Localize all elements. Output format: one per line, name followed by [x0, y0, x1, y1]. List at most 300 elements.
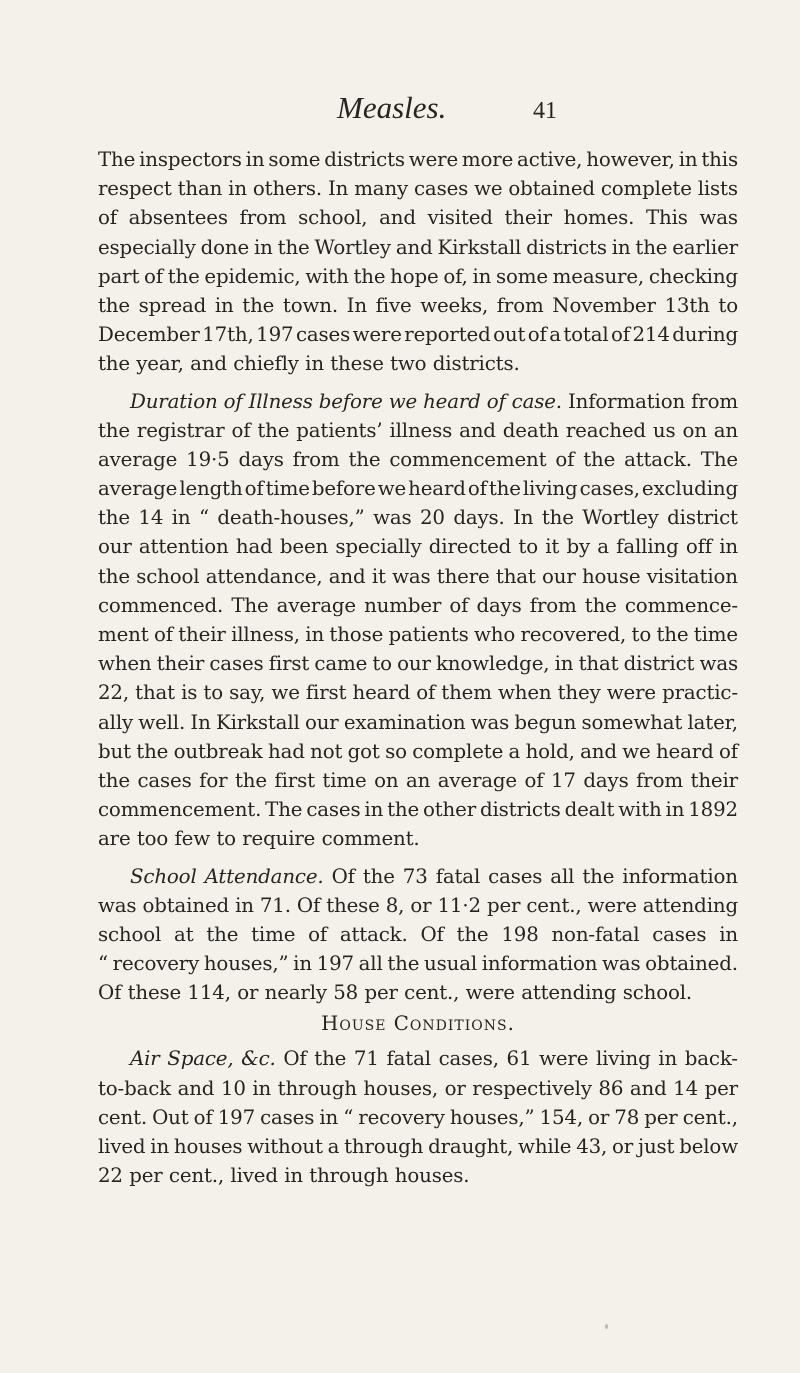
word: from — [239, 206, 287, 230]
word: visited — [427, 206, 493, 230]
word: first — [305, 681, 347, 705]
word: the — [314, 1047, 347, 1071]
word: were — [587, 893, 637, 917]
word: without — [247, 1135, 323, 1158]
word: were — [606, 681, 656, 705]
word: at — [174, 922, 194, 946]
word: hope — [390, 264, 439, 288]
word: from — [496, 293, 544, 317]
word: of — [308, 922, 328, 946]
text-line — [98, 862, 738, 891]
word: an — [713, 418, 738, 442]
word: recovered, — [520, 623, 627, 646]
word: ally — [98, 710, 134, 734]
word: In — [513, 506, 534, 530]
word: district — [667, 506, 738, 530]
word: two — [390, 352, 427, 376]
word: “ — [343, 1105, 354, 1129]
word: or — [237, 981, 259, 1005]
word: to — [203, 681, 223, 705]
word: these — [326, 893, 380, 917]
word: before — [318, 389, 383, 413]
word: the — [206, 922, 239, 946]
text-line — [98, 737, 738, 766]
word: while — [518, 1135, 572, 1158]
word: especially — [98, 235, 196, 259]
word: “ — [198, 506, 209, 530]
word: it — [545, 535, 560, 559]
word: done — [200, 235, 250, 259]
word: 13th — [664, 293, 710, 317]
word: absentees — [128, 206, 228, 230]
word: with — [618, 798, 662, 822]
word: days — [238, 447, 284, 471]
word: the — [98, 564, 130, 588]
ink-speck — [605, 1324, 608, 1329]
word: we — [388, 389, 418, 413]
word: and — [629, 1076, 667, 1100]
word: fatal — [435, 864, 481, 888]
word: cases — [652, 922, 707, 946]
word: lived — [98, 1135, 146, 1158]
word: Illness — [248, 389, 313, 413]
word: 17th, — [202, 323, 254, 347]
text-line — [98, 949, 738, 978]
word: 19·5 — [186, 447, 230, 471]
word: in — [245, 148, 265, 171]
word: in — [719, 922, 738, 946]
word: the — [635, 235, 668, 259]
word: 17 — [551, 768, 576, 792]
word: was — [699, 206, 738, 230]
word: average — [276, 593, 356, 617]
word: visitation — [646, 564, 738, 588]
word: cent., — [526, 893, 582, 917]
word: in — [665, 798, 685, 822]
word: part — [98, 264, 140, 288]
word: in — [150, 1135, 170, 1158]
word: through — [277, 1076, 357, 1100]
word: say, — [229, 681, 266, 705]
word: obtained — [142, 893, 230, 917]
word: from — [691, 389, 738, 413]
word: 10 — [220, 1076, 246, 1100]
word: in — [305, 352, 324, 376]
running-head — [0, 88, 800, 128]
word: recovery — [112, 952, 200, 976]
word: on — [682, 418, 707, 442]
word: attending — [642, 893, 738, 917]
word: of — [555, 447, 575, 471]
word: our — [98, 535, 132, 559]
word: during — [672, 323, 738, 347]
word: 61 — [506, 1047, 532, 1071]
word: average — [98, 477, 178, 501]
text-line — [98, 262, 738, 291]
word: complete — [412, 739, 504, 763]
word: 22, — [98, 681, 130, 705]
text-line — [98, 678, 738, 707]
word: per — [704, 1076, 738, 1100]
word: more — [461, 148, 514, 171]
word: all — [358, 952, 383, 976]
word: The — [700, 447, 738, 471]
text-line — [98, 474, 738, 503]
text-line — [98, 766, 738, 795]
word: commence- — [624, 593, 738, 617]
word: average — [98, 447, 178, 471]
word: 154, — [539, 1105, 583, 1129]
word: lists — [697, 177, 738, 201]
word: Out — [152, 1105, 189, 1129]
word: complete — [600, 177, 692, 201]
word: before — [311, 477, 376, 501]
word: per — [364, 981, 398, 1005]
word: fatal — [386, 1047, 431, 1071]
text-line — [98, 1074, 738, 1103]
word: from — [636, 768, 683, 792]
word: number — [364, 593, 442, 617]
word: it — [371, 564, 386, 588]
word: we — [474, 177, 503, 201]
word: district — [623, 652, 695, 676]
word: we — [271, 681, 300, 705]
word: cent., — [168, 1164, 225, 1188]
paragraph — [98, 387, 738, 854]
word: later, — [687, 710, 738, 734]
word: districts — [526, 235, 607, 259]
word: of — [718, 739, 738, 763]
word: knowledge, — [435, 652, 550, 676]
word: examination — [343, 710, 466, 734]
word: comment. — [321, 827, 420, 851]
word: the — [488, 477, 521, 501]
word: they — [557, 681, 601, 705]
paragraph-spacer — [98, 854, 738, 862]
word: got — [347, 739, 380, 763]
word: from — [529, 593, 577, 617]
word: average — [437, 768, 517, 792]
word: were — [352, 323, 402, 347]
text-line — [98, 708, 738, 737]
word: Kirkstall — [437, 235, 522, 259]
word: living — [522, 477, 578, 501]
text-line — [98, 503, 738, 532]
word: the — [353, 264, 386, 288]
word: Wortley — [314, 235, 391, 259]
word: obtained — [508, 177, 595, 201]
word: through — [309, 1164, 389, 1188]
word: their — [690, 768, 738, 792]
word: total — [563, 323, 609, 347]
word: The — [265, 798, 303, 822]
word: when — [98, 652, 152, 676]
word: Of — [283, 1047, 307, 1071]
word: Space, — [167, 1047, 234, 1071]
running-title: Measles. — [337, 90, 447, 125]
word: Information — [567, 389, 686, 413]
word: well. — [138, 710, 186, 734]
word: we — [622, 739, 651, 763]
word: Duration — [130, 389, 218, 413]
word: the — [387, 952, 420, 976]
word: weeks, — [420, 293, 489, 317]
text-line — [98, 920, 738, 949]
word: were — [465, 981, 515, 1005]
word: respectively — [472, 1076, 592, 1100]
word: these — [127, 981, 182, 1005]
word: those — [329, 623, 384, 646]
word: 214 — [632, 323, 670, 347]
word: many — [354, 177, 409, 201]
word: there — [436, 564, 490, 588]
word: houses,” — [203, 952, 289, 976]
word: recovery — [358, 1105, 445, 1129]
word: in — [284, 1164, 303, 1188]
word: the — [456, 922, 489, 946]
page-number: 41 — [533, 98, 557, 124]
word: falling — [616, 535, 679, 559]
word: in — [364, 798, 384, 822]
word: ment — [98, 623, 149, 646]
word: in — [611, 235, 631, 259]
word: had — [268, 739, 305, 763]
word: cases — [488, 864, 543, 888]
word: the — [387, 798, 420, 822]
word: of — [449, 593, 469, 617]
word: us — [652, 418, 676, 442]
word: The — [98, 148, 136, 171]
word: attending — [521, 981, 617, 1005]
word: their — [156, 652, 205, 676]
text-line — [98, 145, 738, 174]
word: heard — [408, 477, 466, 501]
word: of — [244, 477, 264, 501]
word: had — [235, 535, 273, 559]
word: the — [656, 623, 689, 646]
word: cases — [209, 652, 264, 676]
word: Kirkstall — [215, 710, 300, 734]
word: and — [580, 739, 617, 763]
word: 197 — [316, 952, 354, 976]
word: was — [373, 506, 412, 530]
word: in — [228, 177, 247, 201]
word: are — [98, 827, 131, 851]
word: to — [372, 652, 392, 676]
word: their — [178, 623, 226, 646]
word: usual — [424, 952, 478, 976]
word: houses,” — [449, 1105, 535, 1129]
word: of — [231, 418, 251, 442]
word: from — [292, 447, 340, 471]
word: hold, — [525, 739, 575, 763]
word: 197 — [256, 323, 294, 347]
word: begun — [514, 710, 577, 734]
word: to — [631, 623, 652, 646]
word: of — [527, 323, 547, 347]
text-line — [98, 1103, 738, 1132]
word: case. — [511, 389, 562, 413]
word: The — [231, 593, 269, 617]
text-line — [98, 233, 738, 262]
word: cent. — [98, 1105, 148, 1129]
word: outbreak — [173, 739, 263, 763]
word: the — [98, 506, 130, 530]
word: and — [328, 564, 366, 588]
word: information — [622, 864, 738, 888]
word: few — [174, 827, 211, 851]
word: 1892 — [688, 798, 738, 822]
word: 78 — [614, 1105, 640, 1129]
word: commenced. — [98, 593, 224, 617]
word: but — [98, 739, 131, 763]
text-line — [98, 416, 738, 445]
word: year, — [136, 352, 184, 376]
word: first — [268, 652, 310, 676]
word: per — [486, 893, 521, 917]
word: through — [344, 1135, 424, 1158]
word: of — [486, 389, 506, 413]
text-line — [98, 349, 738, 378]
word: cases — [137, 768, 192, 792]
paragraph-spacer — [98, 379, 738, 387]
word: 73 — [402, 864, 428, 888]
word: to — [718, 293, 738, 317]
word: cases — [414, 177, 469, 201]
word: the — [582, 864, 615, 888]
word: Wortley — [582, 506, 659, 530]
text-line — [98, 1161, 738, 1190]
text-line — [98, 203, 738, 232]
word: and — [177, 1076, 215, 1100]
word: districts — [479, 798, 561, 822]
word: excluding — [641, 477, 738, 501]
word: attack. — [624, 447, 692, 471]
text-line — [98, 1132, 738, 1161]
word: to — [518, 535, 538, 559]
word: that — [135, 681, 175, 705]
word: of, — [443, 264, 468, 288]
word: these — [330, 352, 384, 376]
word: was — [470, 710, 510, 734]
word: an — [405, 768, 431, 792]
word: were — [539, 1047, 589, 1071]
word: patients’ — [296, 418, 383, 442]
word: School — [130, 864, 197, 888]
word: days — [583, 768, 629, 792]
text-line — [98, 891, 738, 920]
word: length — [179, 477, 243, 501]
word: of — [144, 264, 163, 288]
word: spread — [138, 293, 207, 317]
word: by — [566, 535, 590, 559]
body-text — [98, 145, 738, 1190]
word: respect — [98, 177, 172, 201]
word: lived — [230, 1164, 278, 1188]
word: “ — [98, 952, 108, 976]
word: was — [699, 652, 738, 676]
word: first — [274, 768, 315, 792]
word: not — [310, 739, 343, 763]
word: of — [153, 623, 173, 646]
word: houses, — [363, 1076, 439, 1100]
word: others. — [252, 177, 323, 201]
word: school, — [298, 206, 368, 230]
text-line — [98, 562, 738, 591]
word: 14 — [138, 506, 164, 530]
word: school. — [622, 981, 693, 1005]
word: in — [252, 1076, 272, 1100]
word: was — [98, 893, 137, 917]
word: 8, — [385, 893, 405, 917]
word: them — [441, 681, 492, 705]
word: in — [214, 293, 234, 317]
word: in — [472, 264, 492, 288]
word: houses — [173, 1135, 243, 1158]
word: so — [385, 739, 407, 763]
paragraph — [98, 862, 738, 1008]
word: cent., — [404, 981, 460, 1005]
word: dealt — [564, 798, 615, 822]
word: in — [658, 1047, 678, 1071]
word: was — [602, 952, 641, 976]
word: of — [193, 1105, 213, 1129]
word: illness — [389, 418, 453, 442]
word: time — [322, 768, 367, 792]
word: who — [473, 623, 516, 646]
word: directed — [428, 535, 512, 559]
word: of — [611, 323, 630, 347]
word: the — [277, 235, 310, 259]
word: our — [542, 564, 576, 588]
word: too — [136, 827, 169, 851]
word: was — [392, 564, 431, 588]
word: than — [177, 177, 223, 201]
word: attention — [138, 535, 229, 559]
word: the — [584, 593, 617, 617]
word: the — [362, 864, 395, 888]
word: Of — [331, 864, 355, 888]
word: of — [467, 477, 487, 501]
word: been — [279, 535, 329, 559]
section-heading: House Conditions. — [321, 1012, 515, 1036]
word: town. — [282, 293, 338, 317]
word: in — [171, 506, 191, 530]
word: our — [304, 710, 339, 734]
word: &c. — [241, 1047, 276, 1071]
text-line — [98, 291, 738, 320]
word: commencement. — [98, 798, 262, 822]
word: or — [444, 1076, 466, 1100]
word: the — [98, 418, 130, 442]
word: cases, — [579, 477, 640, 501]
word: attendance, — [205, 564, 323, 588]
word: just — [637, 1135, 675, 1158]
word: in — [554, 652, 574, 676]
text-line — [98, 1044, 738, 1073]
word: December — [98, 323, 200, 347]
word: draught, — [428, 1135, 514, 1158]
word: living — [595, 1047, 651, 1071]
word: of — [98, 206, 117, 230]
word: a — [549, 323, 561, 347]
word: and — [190, 352, 227, 376]
word: and — [459, 418, 496, 442]
word: in — [319, 1105, 339, 1129]
word: time — [693, 623, 738, 646]
word: the — [348, 447, 381, 471]
word: 114, — [187, 981, 231, 1005]
